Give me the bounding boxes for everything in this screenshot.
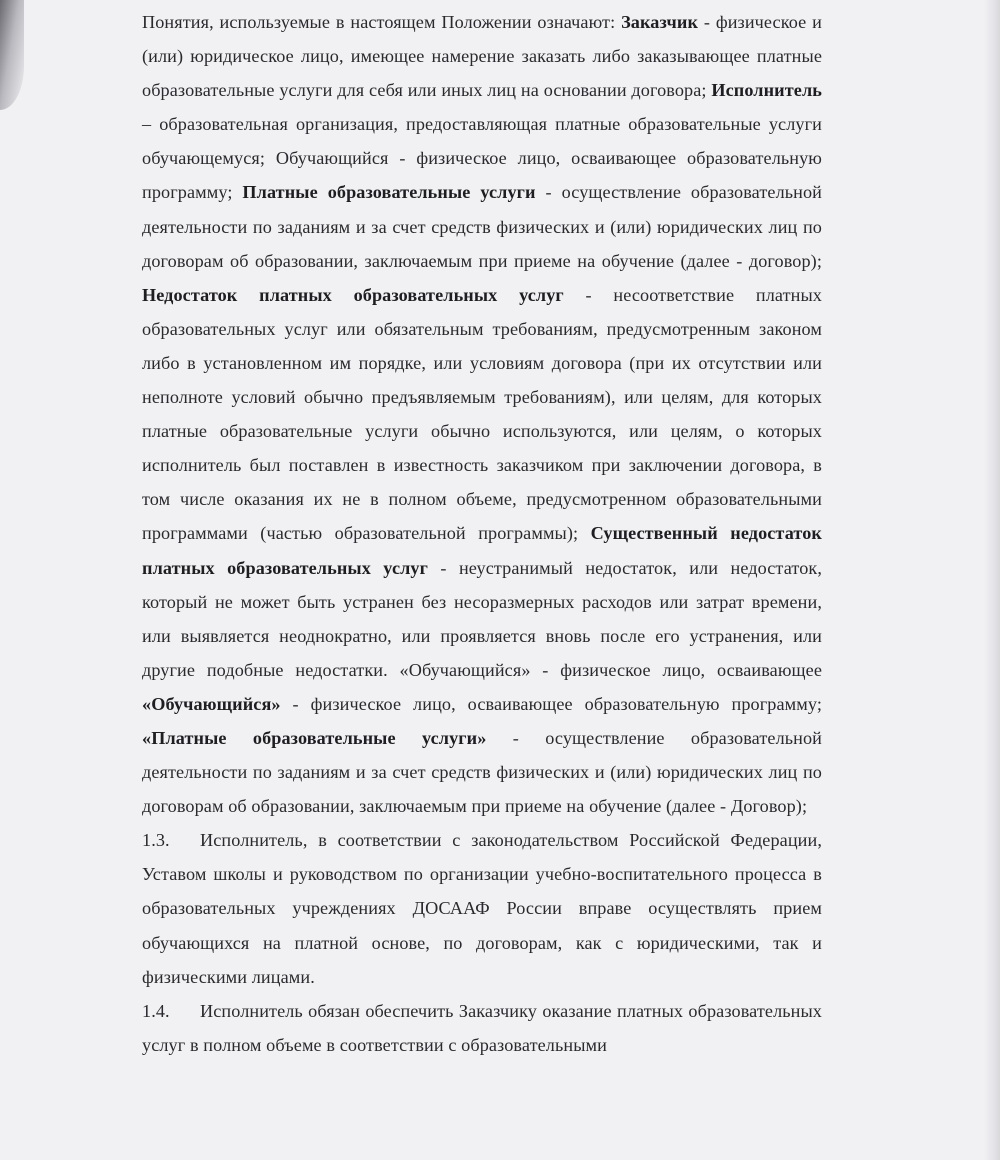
text-segment: - осуществление образовательной деятельности по заданиям и за счет средств физических и (или) юридических лиц по договорам об образовании, заключаемым при приеме на обучение (далее - Договор);	[142, 727, 823, 817]
clause-number: 1.3.	[142, 830, 170, 851]
clause-1-4	[142, 994, 822, 1062]
clause-text: Исполнитель обязан обеспечить Заказчику оказание платных образовательных услуг в полном объеме в соответствии с образовательными	[142, 1000, 822, 1055]
term-paid-services: Платные образовательные услуги	[242, 182, 536, 203]
term-executor: Исполнитель	[711, 80, 822, 101]
page-right-edge	[984, 0, 1000, 1160]
term-major-defect: Существенный недостаток платных образовательных услуг	[142, 523, 822, 578]
clause-1-3	[142, 823, 822, 993]
term-defect: Недостаток платных образовательных услуг	[142, 284, 564, 305]
scan-edge-shadow	[0, 0, 24, 110]
term-customer: Заказчик	[621, 12, 699, 32]
text-segment: Понятия, используемые в настоящем Положении означают:	[142, 12, 622, 32]
text-segment: - несоответствие платных образовательных услуг или обязательным требованиям, предусмотренным законом либо в установленном им порядке, или условиям договора (при их отсутствии или неполноте условий обычно предъявляемым требованиям), или целям, для которых платные образовательные услуги обычно используются, или целям, о которых исполнитель был поставлен в известность заказчиком при заключении договора, в том числе оказания их не в полном объеме, предусмотренном образовательными программами (частью образовательной программы);	[142, 284, 822, 544]
clause-number: 1.4.	[142, 1000, 170, 1021]
term-paid-services-quoted: «Платные образовательные услуги»	[142, 727, 487, 748]
text-segment: - неустранимый недостаток, или недостаток, который не может быть устранен без несоразмерных расходов или затрат времени, или выявляется неоднократно, или проявляется вновь после его устранения, или другие подобные недостатки. «Обучающийся» - физическое лицо, осваивающее	[142, 557, 822, 680]
term-student-quoted: «Обучающийся»	[142, 693, 281, 714]
document-text	[142, 5, 822, 1062]
text-segment: - физическое и (или) юридическое лицо, имеющее намерение заказать либо заказывающее платные образовательные услуги для себя или иных лиц на основании договора;	[142, 12, 822, 101]
text-segment: - физическое лицо, осваивающее образовательную программу;	[280, 693, 822, 714]
definitions-paragraph	[142, 5, 822, 823]
text-segment: – образовательная организация, предоставляющая платные образовательные услуги обучающемуся; Обучающийся - физическое лицо, осваивающее образовательную программу;	[142, 114, 822, 203]
clause-text: Исполнитель, в соответствии с законодательством Российской Федерации, Уставом школы и руководством по организации учебно-воспитательного процесса в образовательных учреждениях ДОСААФ России вправе осуществлять прием обучающихся на платной основе, по договорам, как с юридическими, так и физическими лицами.	[142, 830, 822, 987]
text-segment: - осуществление образовательной деятельности по заданиям и за счет средств физических и (или) юридических лиц по договорам об образовании, заключаемым при приеме на обучение (далее - договор);	[142, 182, 822, 271]
